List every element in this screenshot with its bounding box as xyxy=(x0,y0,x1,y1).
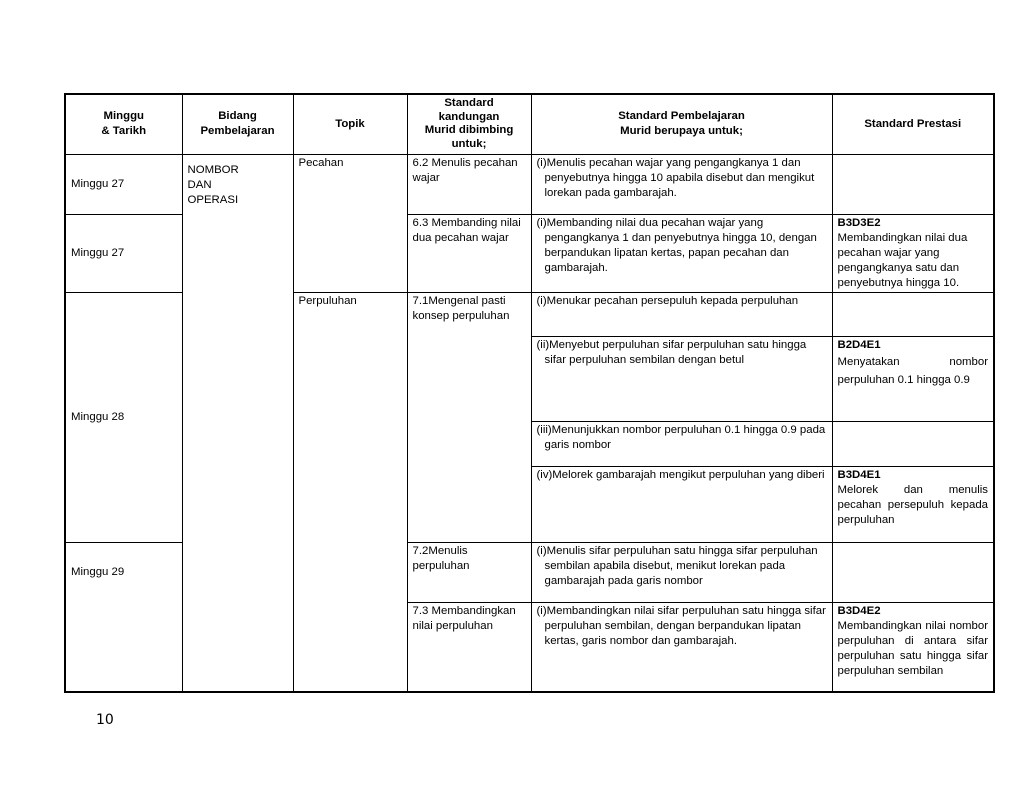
prestasi-code: B3D4E1 xyxy=(837,468,881,481)
standard-pembelajaran-cell xyxy=(531,466,832,542)
prestasi-text: Menyatakan nombor perpuluhan 0.1 hingga 0.9 xyxy=(837,355,988,386)
standard-pembelajaran-cell xyxy=(531,154,832,214)
standard-kandungan-cell: 7.1Mengenal pasti konsep perpuluhan xyxy=(407,292,531,542)
header-standard-kandungan: Standard kandungan Murid dibimbing untuk; xyxy=(407,94,531,154)
standard-pembelajaran-text: (i)Membanding nilai dua pecahan wajar yang pengangkanya 1 dan penyebutnya hingga 10, dengan berpandukan lipatan kertas, papan pecahan dan gambarajah. xyxy=(536,216,817,274)
standard-pembelajaran-cell xyxy=(531,214,832,292)
standard-pembelajaran-cell xyxy=(531,602,832,692)
prestasi-code: B3D3E2 xyxy=(837,216,881,229)
standard-pembelajaran-text: (iv)Melorek gambarajah mengikut perpuluhan yang diberi xyxy=(536,468,825,481)
standard-kandungan-cell: 6.2 Menulis pecahan wajar xyxy=(407,154,531,214)
week-cell: Minggu 28 xyxy=(65,292,182,542)
standard-pembelajaran-text: (ii)Menyebut perpuluhan sifar perpuluhan satu hingga sifar perpuluhan sembilan dengan betul xyxy=(536,338,807,366)
prestasi-text: Membandingkan nilai nombor perpuluhan di antara sifar perpuluhan satu hingga sifar perpuluhan sembilan xyxy=(837,619,988,677)
standard-pembelajaran-text: (i)Menulis pecahan wajar yang pengangkanya 1 dan penyebutnya hingga 10 apabila disebut dan mengikut lorekan pada gambarajah. xyxy=(536,156,815,199)
standard-prestasi-cell xyxy=(832,214,994,292)
standard-prestasi-cell xyxy=(832,154,994,214)
table-header-row xyxy=(65,94,994,154)
standard-prestasi-cell xyxy=(832,421,994,466)
header-minggu: Minggu & Tarikh xyxy=(65,94,182,154)
header-standard-prestasi: Standard Prestasi xyxy=(832,94,994,154)
standard-pembelajaran-cell xyxy=(531,336,832,421)
standard-kandungan-cell: 7.2Menulis perpuluhan xyxy=(407,542,531,602)
standard-pembelajaran-text: (i)Menulis sifar perpuluhan satu hingga sifar perpuluhan sembilan apabila disebut, menikut lorekan pada gambarajah pada garis nombor xyxy=(536,544,818,587)
week-cell: Minggu 27 xyxy=(65,154,182,214)
week-cell xyxy=(65,542,182,692)
prestasi-text: Melorek dan menulis pecahan persepuluh kepada perpuluhan xyxy=(837,483,988,526)
bidang-cell: NOMBOR DAN OPERASI xyxy=(182,154,293,692)
header-topik: Topik xyxy=(293,94,407,154)
standard-pembelajaran-cell xyxy=(531,421,832,466)
standard-prestasi-cell xyxy=(832,466,994,542)
standard-pembelajaran-cell xyxy=(531,542,832,602)
standard-prestasi-cell xyxy=(832,542,994,602)
week-cell: Minggu 27 xyxy=(65,214,182,292)
table-row xyxy=(65,154,994,214)
prestasi-code: B3D4E2 xyxy=(837,604,881,617)
topic-cell: Perpuluhan xyxy=(293,292,407,692)
week-label: Minggu 29 xyxy=(71,565,125,578)
standard-kandungan-cell: 6.3 Membanding nilai dua pecahan wajar xyxy=(407,214,531,292)
standard-prestasi-cell xyxy=(832,602,994,692)
lesson-plan-table xyxy=(64,93,995,693)
prestasi-text: Membandingkan nilai dua pecahan wajar yang pengangkanya satu dan penyebutnya hingga 10. xyxy=(837,231,968,289)
prestasi-code: B2D4E1 xyxy=(837,338,881,351)
standard-kandungan-cell: 7.3 Membandingkan nilai perpuluhan xyxy=(407,602,531,692)
standard-prestasi-cell xyxy=(832,292,994,336)
header-bidang: Bidang Pembelajaran xyxy=(182,94,293,154)
standard-pembelajaran-text: (iii)Menunjukkan nombor perpuluhan 0.1 hingga 0.9 pada garis nombor xyxy=(536,423,826,451)
standard-pembelajaran-text: (i)Membandingkan nilai sifar perpuluhan satu hingga sifar perpuluhan sembilan, dengan berpandukan lipatan kertas, garis nombor dan gambarajah. xyxy=(536,604,826,647)
standard-prestasi-cell xyxy=(832,336,994,421)
page-number: 10 xyxy=(96,712,114,728)
topic-cell: Pecahan xyxy=(293,154,407,292)
standard-pembelajaran-text: (i)Menukar pecahan persepuluh kepada perpuluhan xyxy=(536,294,799,307)
standard-pembelajaran-cell xyxy=(531,292,832,336)
header-standard-pembelajaran: Standard Pembelajaran Murid berupaya untuk; xyxy=(531,94,832,154)
